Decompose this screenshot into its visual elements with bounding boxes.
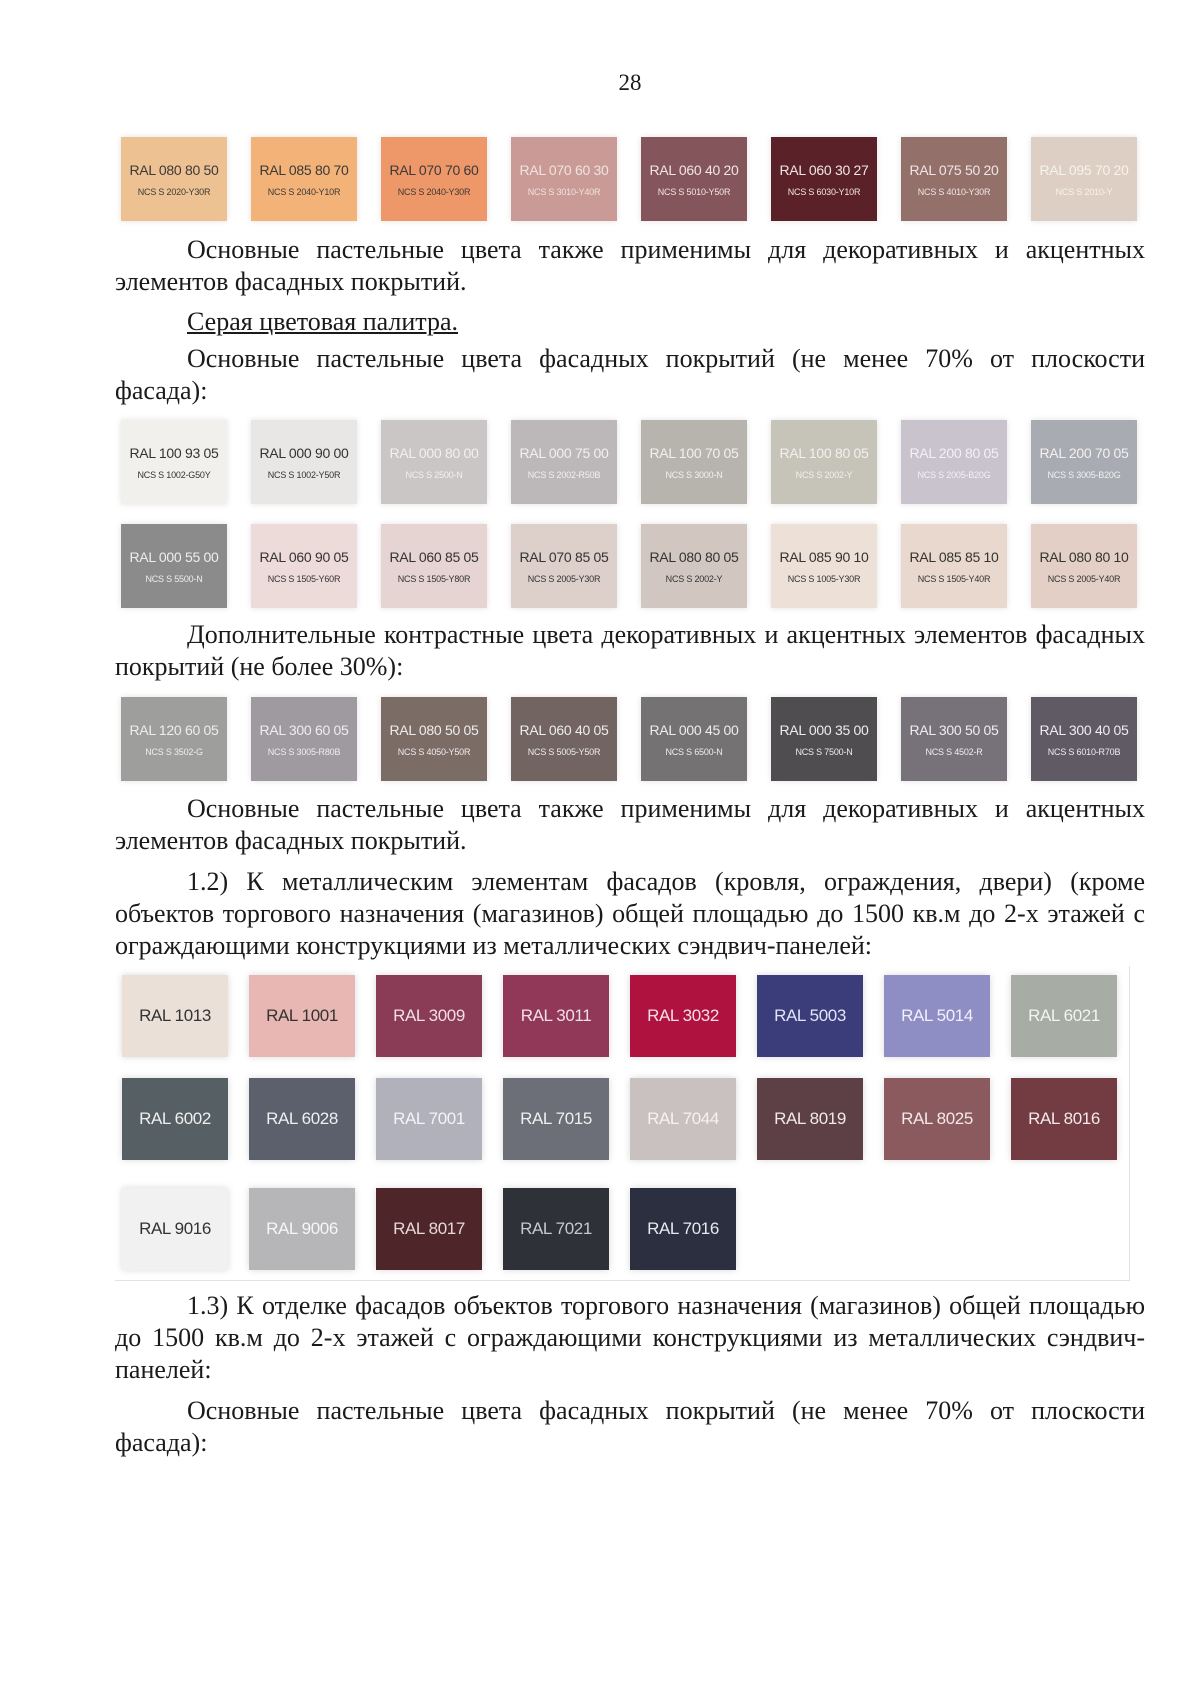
metal-color-swatch: RAL 8016: [1011, 1078, 1117, 1160]
ncs-code: NCS S 2500-N: [405, 469, 463, 480]
ral-code: RAL 075 50 20: [909, 161, 999, 178]
color-swatch: [511, 697, 617, 781]
color-swatch: [381, 524, 487, 608]
ncs-code: NCS S 1505-Y60R: [267, 573, 341, 584]
metal-color-swatch: RAL 8019: [757, 1078, 863, 1160]
ral-code: RAL 080 50 05: [389, 721, 479, 738]
ncs-code: NCS S 2005-Y40R: [1047, 573, 1121, 584]
color-swatch: [901, 420, 1007, 504]
color-swatch: [121, 137, 227, 221]
paragraph-pastel-accent-2: Основные пастельные цвета также применимы для декоративных и акцентных элементов фасадных покрытий.: [115, 794, 1145, 855]
metal-color-swatch: RAL 8017: [376, 1188, 482, 1270]
ncs-code: NCS S 4502-R: [925, 746, 983, 757]
metal-color-swatch: RAL 9016: [122, 1188, 228, 1270]
ncs-code: NCS S 3010-Y40R: [527, 186, 601, 197]
ral-code: RAL 000 45 00: [649, 721, 739, 738]
ral-code: RAL 000 80 00: [389, 444, 479, 461]
ral-code: RAL 000 75 00: [519, 444, 609, 461]
ncs-code: NCS S 5500-N: [145, 573, 203, 584]
color-swatch: [511, 420, 617, 504]
ral-code: RAL 060 30 27: [779, 161, 869, 178]
ral-code: RAL 060 40 05: [519, 721, 609, 738]
color-swatch: [251, 420, 357, 504]
metal-color-swatch: RAL 7016: [630, 1188, 736, 1270]
color-swatch: [511, 137, 617, 221]
ral-code: RAL 000 55 00: [129, 548, 219, 565]
metal-color-swatch: RAL 6002: [122, 1078, 228, 1160]
ral-code: RAL 070 60 30: [519, 161, 609, 178]
ral-code: RAL 095 70 20: [1039, 161, 1129, 178]
ral-code: RAL 200 70 05: [1039, 444, 1129, 461]
color-swatch: [771, 420, 877, 504]
ncs-code: NCS S 1505-Y80R: [397, 573, 471, 584]
ral-code: RAL 100 93 05: [129, 444, 219, 461]
ncs-code: NCS S 2005-Y30R: [527, 573, 601, 584]
ncs-code: NCS S 3000-N: [665, 469, 723, 480]
swatch-row-gray-2: [121, 524, 1137, 608]
metal-color-swatch: RAL 8025: [884, 1078, 990, 1160]
metal-swatch-row-1: [122, 975, 1117, 1057]
ncs-code: NCS S 2005-B20G: [917, 469, 991, 480]
ral-code: RAL 085 85 10: [909, 548, 999, 565]
metal-color-swatch: RAL 1001: [249, 975, 355, 1057]
gray-palette-heading-text: Серая цветовая палитра.: [187, 307, 459, 336]
ncs-code: NCS S 3502-G: [145, 746, 203, 757]
paragraph-pastel-main-gray: Основные пастельные цвета фасадных покрытий (не менее 70% от плоскости фасада):: [115, 344, 1145, 405]
ncs-code: NCS S 3005-R80B: [267, 746, 341, 757]
ral-code: RAL 000 35 00: [779, 721, 869, 738]
color-swatch: [251, 697, 357, 781]
color-swatch: [381, 137, 487, 221]
ral-code: RAL 100 80 05: [779, 444, 869, 461]
ncs-code: NCS S 4050-Y50R: [397, 746, 471, 757]
ral-code: RAL 060 85 05: [389, 548, 479, 565]
color-swatch: [381, 420, 487, 504]
swatch-row-warm: [121, 137, 1137, 221]
swatch-row-gray-contrast: [121, 697, 1137, 781]
metal-color-swatch: RAL 5003: [757, 975, 863, 1057]
ncs-code: NCS S 1505-Y40R: [917, 573, 991, 584]
gray-palette-heading: [115, 306, 1145, 338]
ral-code: RAL 300 40 05: [1039, 721, 1129, 738]
ncs-code: NCS S 1005-Y30R: [787, 573, 861, 584]
metal-swatch-row-3: [122, 1188, 1117, 1270]
ral-code: RAL 080 80 50: [129, 161, 219, 178]
ncs-code: NCS S 1002-Y50R: [267, 469, 341, 480]
ncs-code: NCS S 6500-N: [665, 746, 723, 757]
ral-code: RAL 070 85 05: [519, 548, 609, 565]
color-swatch: [381, 697, 487, 781]
paragraph-metal-elements: 1.2) К металлическим элементам фасадов (кровля, ограждения, двери) (кроме объектов торгового назначения (магазинов) общей площадью до 1500 кв.м до 2-х этажей с ограждающими конструкциями из металлических сэндвич-панелей:: [115, 867, 1145, 960]
metal-color-swatch: RAL 3009: [376, 975, 482, 1057]
ral-code: RAL 120 60 05: [129, 721, 219, 738]
color-swatch: [121, 524, 227, 608]
ncs-code: NCS S 2002-Y: [665, 573, 723, 584]
color-swatch: [251, 524, 357, 608]
color-swatch: [251, 137, 357, 221]
swatch-row-gray-1: [121, 420, 1137, 504]
color-swatch: [641, 137, 747, 221]
color-swatch: [901, 697, 1007, 781]
color-swatch: [901, 137, 1007, 221]
color-swatch: [1031, 697, 1137, 781]
ncs-code: NCS S 2020-Y30R: [137, 186, 211, 197]
metal-color-swatch: RAL 7015: [503, 1078, 609, 1160]
ncs-code: NCS S 2002-R50B: [527, 469, 601, 480]
metal-color-swatch: RAL 6028: [249, 1078, 355, 1160]
color-swatch: [641, 697, 747, 781]
ral-code: RAL 080 80 05: [649, 548, 739, 565]
ncs-code: NCS S 3005-B20G: [1047, 469, 1121, 480]
ral-code: RAL 080 80 10: [1039, 548, 1129, 565]
ral-code: RAL 300 50 05: [909, 721, 999, 738]
ral-code: RAL 060 90 05: [259, 548, 349, 565]
ncs-code: NCS S 6010-R70B: [1047, 746, 1121, 757]
metal-color-swatch: RAL 3032: [630, 975, 736, 1057]
metal-color-swatch: RAL 5014: [884, 975, 990, 1057]
metal-color-swatch: RAL 1013: [122, 975, 228, 1057]
metal-color-swatch: RAL 7044: [630, 1078, 736, 1160]
paragraph-retail-facades: 1.3) К отделке фасадов объектов торгового назначения (магазинов) общей площадью до 1500 кв.м до 2-х этажей с ограждающими конструкциями из металлических сэндвич-панелей:: [115, 1291, 1145, 1384]
color-swatch: [511, 524, 617, 608]
metal-swatch-row-2: [122, 1078, 1117, 1160]
color-swatch: [641, 420, 747, 504]
ncs-code: NCS S 6030-Y10R: [787, 186, 861, 197]
ral-code: RAL 000 90 00: [259, 444, 349, 461]
ncs-code: NCS S 5010-Y50R: [657, 186, 731, 197]
ncs-code: NCS S 7500-N: [795, 746, 853, 757]
paragraph-pastel-accent-1: Основные пастельные цвета также применимы для декоративных и акцентных элементов фасадных покрытий.: [115, 235, 1145, 296]
ncs-code: NCS S 5005-Y50R: [527, 746, 601, 757]
ncs-code: NCS S 4010-Y30R: [917, 186, 991, 197]
ncs-code: NCS S 2002-Y: [795, 469, 853, 480]
color-swatch: [641, 524, 747, 608]
color-swatch: [901, 524, 1007, 608]
metal-color-swatch: RAL 7021: [503, 1188, 609, 1270]
ncs-code: NCS S 2040-Y30R: [397, 186, 471, 197]
ncs-code: NCS S 2010-Y: [1055, 186, 1113, 197]
color-swatch: [1031, 420, 1137, 504]
metal-color-swatch: RAL 7001: [376, 1078, 482, 1160]
color-swatch: [771, 524, 877, 608]
ral-code: RAL 200 80 05: [909, 444, 999, 461]
ral-code: RAL 085 90 10: [779, 548, 869, 565]
paragraph-contrast-colors: Дополнительные контрастные цвета декоративных и акцентных элементов фасадных покрытий (не более 30%):: [115, 620, 1145, 681]
ncs-code: NCS S 1002-G50Y: [137, 469, 211, 480]
color-swatch: [121, 697, 227, 781]
paragraph-pastel-main-retail: Основные пастельные цвета фасадных покрытий (не менее 70% от плоскости фасада):: [115, 1396, 1145, 1457]
color-swatch: [1031, 137, 1137, 221]
color-swatch: [771, 137, 877, 221]
ral-code: RAL 060 40 20: [649, 161, 739, 178]
color-swatch: [121, 420, 227, 504]
metal-color-swatch: RAL 6021: [1011, 975, 1117, 1057]
ral-code: RAL 070 70 60: [389, 161, 479, 178]
ral-code: RAL 300 60 05: [259, 721, 349, 738]
color-swatch: [1031, 524, 1137, 608]
metal-color-swatch: RAL 3011: [503, 975, 609, 1057]
color-swatch: [771, 697, 877, 781]
page-number: 28: [618, 70, 642, 95]
metal-color-swatch: RAL 9006: [249, 1188, 355, 1270]
ral-code: RAL 085 80 70: [259, 161, 349, 178]
ral-code: RAL 100 70 05: [649, 444, 739, 461]
ncs-code: NCS S 2040-Y10R: [267, 186, 341, 197]
